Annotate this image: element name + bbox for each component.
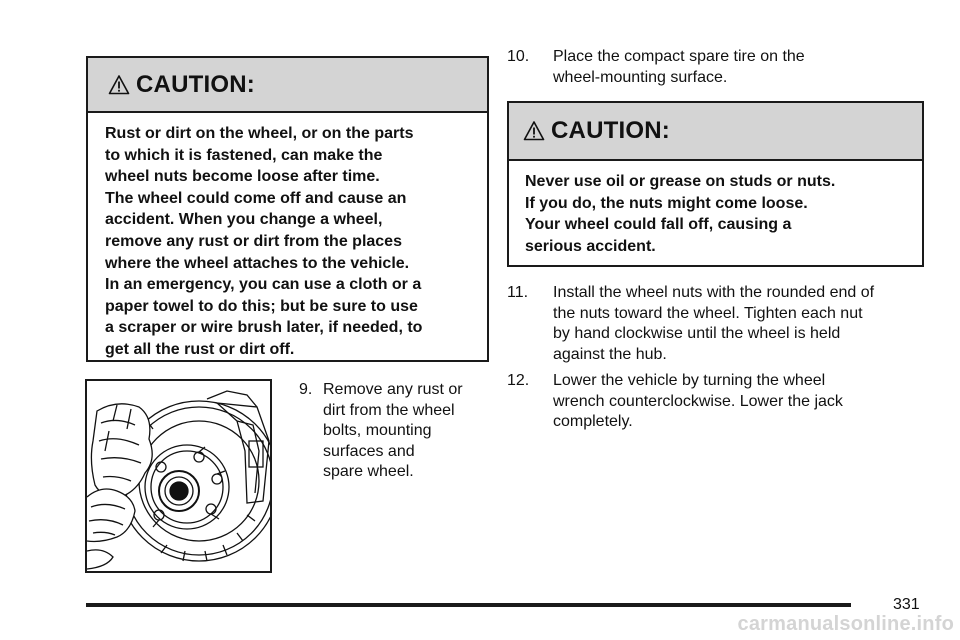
caution-box-oil — [507, 101, 924, 267]
caution-line: Rust or dirt on the wheel, or on the parts — [105, 125, 414, 142]
warning-triangle-icon — [108, 74, 130, 96]
step-text — [553, 371, 927, 433]
caution-line: to which it is fastened, can make the — [105, 146, 383, 164]
caution-line: accident. When you change a wheel, — [105, 211, 383, 229]
step-line: wheel-mounting surface. — [553, 68, 728, 86]
caution-line: get all the rust or dirt off. — [105, 340, 295, 358]
caution-line: Your wheel could fall off, causing a — [525, 216, 792, 233]
step-line: Place the compact spare tire on the — [553, 48, 805, 65]
step-line: Install the wheel nuts with the rounded end of — [553, 284, 875, 301]
step-line: bolts, mounting — [323, 422, 432, 439]
caution-line: The wheel could come off and cause an — [105, 189, 407, 207]
step-11 — [507, 283, 927, 365]
footer-rule — [86, 603, 851, 607]
watermark: carmanualsonline.info — [737, 613, 954, 635]
caution-line: In an emergency, you can use a cloth or a — [105, 276, 422, 294]
caution-line: If you do, the nuts might come loose. — [525, 194, 808, 212]
page-number: 331 — [893, 596, 920, 613]
step-number: 10. — [507, 48, 530, 65]
caution-line: paper towel to do this; but be sure to use — [105, 297, 418, 315]
caution-text — [88, 113, 487, 361]
step-line: completely. — [553, 413, 633, 430]
caution-line: where the wheel attaches to the vehicle. — [105, 254, 410, 272]
step-line: dirt from the wheel — [323, 401, 455, 419]
step-line: the nuts toward the wheel. Tighten each nut — [553, 304, 863, 322]
caution-title: CAUTION: — [136, 70, 255, 98]
caution-title: CAUTION: — [551, 117, 670, 144]
step-line: wrench counterclockwise. Lower the jack — [553, 392, 843, 410]
warning-triangle-icon — [523, 120, 545, 142]
step-number: 9. — [299, 381, 313, 398]
step-9 — [299, 380, 489, 483]
caution-line: remove any rust or dirt from the places — [105, 232, 402, 250]
step-line: surfaces and — [323, 442, 415, 460]
step-line: by hand clockwise until the wheel is held — [553, 325, 841, 342]
step-text — [553, 47, 927, 88]
wheel-cleaning-illustration — [85, 379, 272, 573]
caution-text — [509, 161, 922, 257]
step-line: Remove any rust or — [323, 381, 463, 398]
step-line: spare wheel. — [323, 463, 414, 480]
step-text — [553, 283, 927, 365]
caution-line: Never use oil or grease on studs or nuts. — [525, 173, 836, 190]
step-12 — [507, 371, 927, 433]
step-line: against the hub. — [553, 345, 667, 363]
step-number: 12. — [507, 372, 530, 389]
caution-box-rust — [86, 56, 489, 362]
caution-header — [509, 103, 922, 161]
caution-line: a scraper or wire brush later, if needed, to — [105, 319, 423, 337]
caution-line: serious accident. — [525, 237, 656, 255]
step-10 — [507, 47, 927, 88]
step-line: Lower the vehicle by turning the wheel — [553, 372, 826, 389]
step-number: 11. — [507, 284, 529, 301]
caution-header — [88, 58, 487, 113]
caution-line: wheel nuts become loose after time. — [105, 168, 380, 186]
step-text — [323, 380, 489, 483]
wheel-hub-drawing — [87, 381, 270, 571]
